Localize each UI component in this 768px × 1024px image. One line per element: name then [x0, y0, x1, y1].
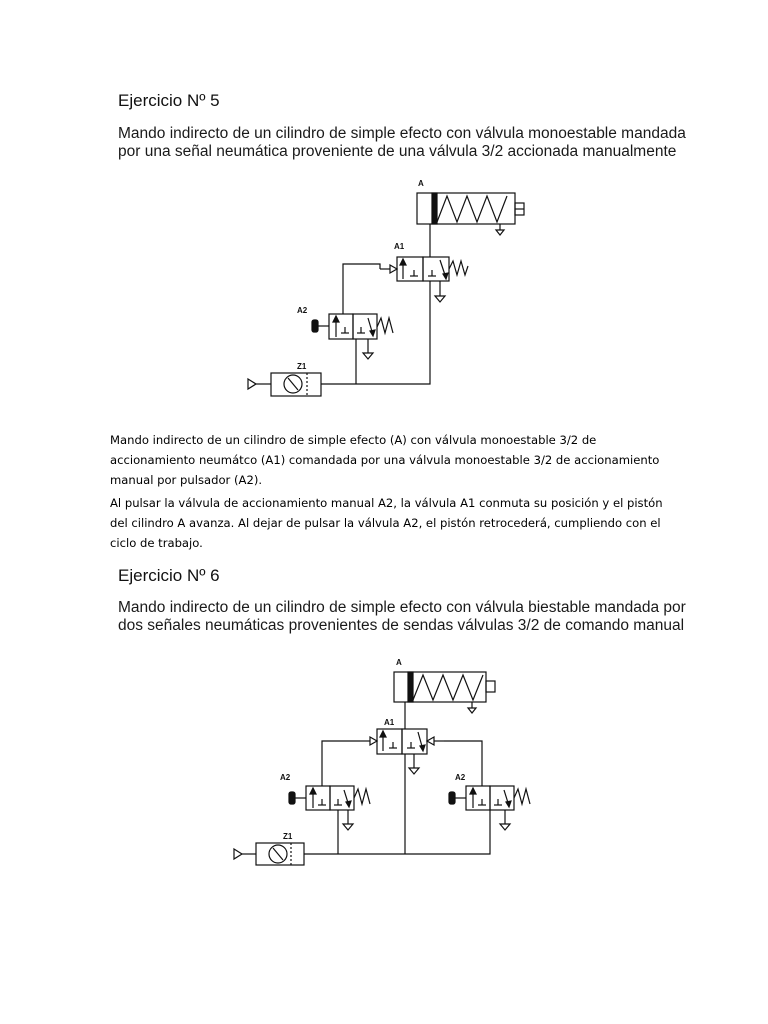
paragraph-line: Al pulsar la válvula de accionamiento manual A2, la válvula A1 conmuta su posición y el pistón	[110, 496, 663, 510]
label-unit-z1: Z1	[297, 362, 307, 371]
subtitle-line: dos señales neumáticas provenientes de sendas válvulas 3/2 de comando manual	[118, 617, 685, 634]
label-cylinder-a: A	[418, 179, 424, 188]
cylinder-a-icon	[394, 672, 495, 713]
valve-a2-left-icon	[289, 786, 370, 830]
subtitle-line: Mando indirecto de un cilindro de simple efecto con válvula monoestable mandada	[118, 125, 686, 142]
label-valve-a2: A2	[297, 306, 308, 315]
label-unit-z1: Z1	[283, 832, 293, 841]
paragraph-line: ciclo de trabajo.	[110, 536, 203, 550]
label-valve-a1: A1	[384, 718, 395, 727]
unit-z1-icon	[234, 843, 304, 865]
label-valve-a1: A1	[394, 242, 405, 251]
valve-a1-icon	[360, 729, 444, 774]
label-cylinder-a: A	[396, 658, 402, 667]
subtitle-line: Mando indirecto de un cilindro de simple efecto con válvula biestable mandada por	[118, 599, 686, 616]
label-valve-a2-right: A2	[455, 773, 466, 782]
paragraph-line: accionamiento neumátco (A1) comandada por una válvula monoestable 3/2 de accionamiento	[110, 453, 660, 467]
label-valve-a2-left: A2	[280, 773, 291, 782]
exercise-6-title: Ejercicio Nº 6	[118, 566, 220, 585]
exercise-5-title: Ejercicio Nº 5	[118, 91, 220, 110]
paragraph-line: Mando indirecto de un cilindro de simple efecto (A) con válvula monoestable 3/2 de	[110, 433, 597, 447]
subtitle-line: por una señal neumática proveniente de una válvula 3/2 accionada manualmente	[118, 143, 677, 160]
paragraph-line: manual por pulsador (A2).	[110, 473, 263, 487]
paragraph-line: del cilindro A avanza. Al dejar de pulsar la válvula A2, el pistón retrocederá, cumpliendo con el	[110, 516, 661, 530]
